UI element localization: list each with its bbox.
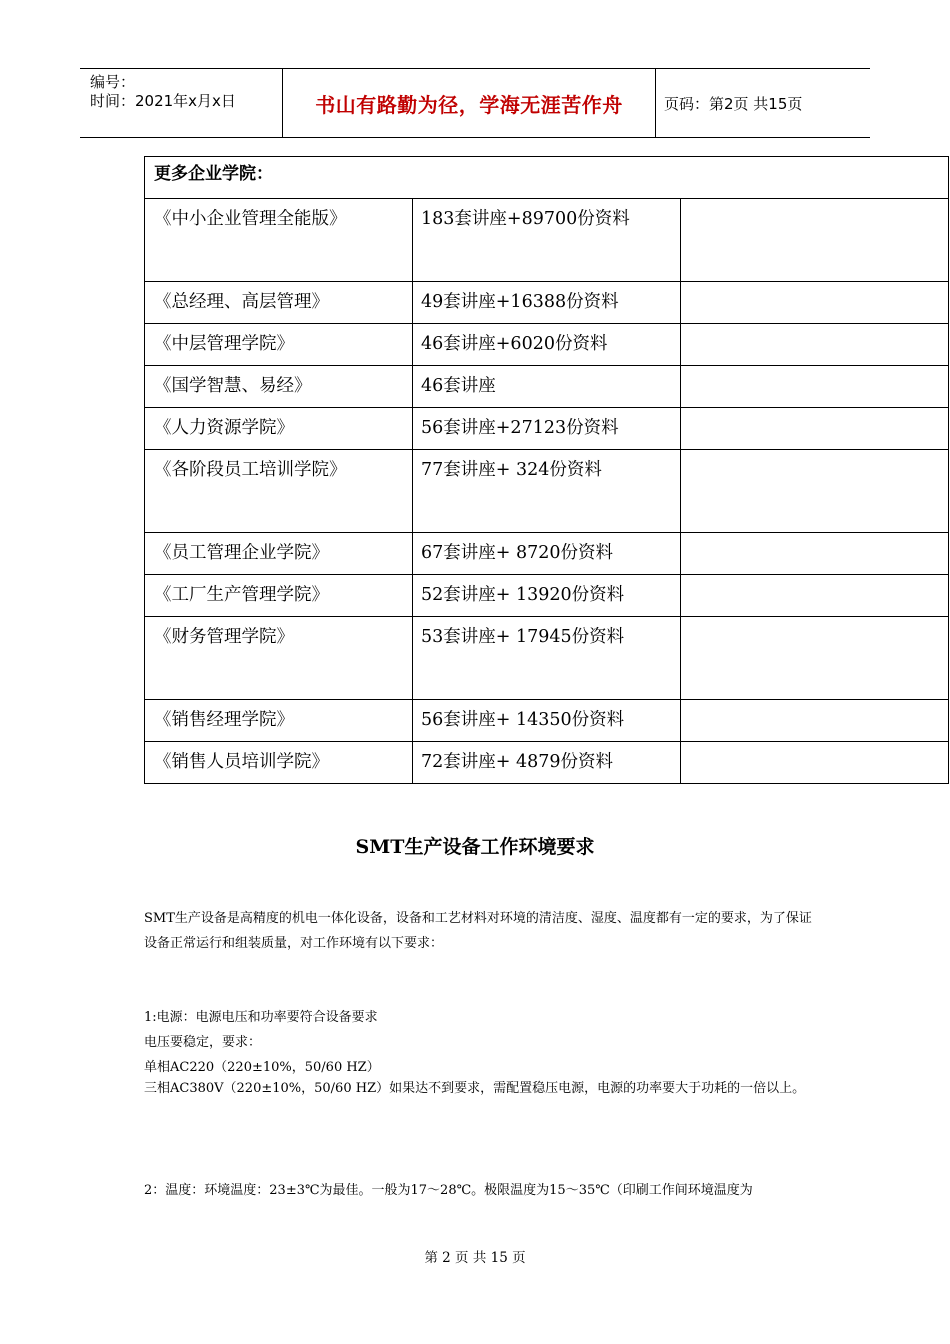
table-row: [145, 366, 949, 408]
table-row: [145, 199, 949, 282]
academy-extra: [681, 450, 949, 533]
temperature-line: 2：温度：环境温度：23±3℃为最佳。一般为17～28℃。极限温度为15～35℃（印刷工作间环境温度为: [144, 1183, 753, 1198]
power-heading: 1:电源：电源电压和功率要符合设备要求: [144, 1010, 378, 1025]
academy-extra: [681, 575, 949, 617]
academy-extra: [681, 366, 949, 408]
academy-extra: [681, 408, 949, 450]
academy-content: 67套讲座+ 8720份资料: [413, 533, 681, 575]
power-line-voltage: 电压要稳定，要求：: [144, 1035, 262, 1050]
academy-extra: [681, 282, 949, 324]
academy-extra: [681, 742, 949, 784]
table-row: [145, 575, 949, 617]
academy-content: 56套讲座+27123份资料: [413, 408, 681, 450]
table-row: [145, 408, 949, 450]
academy-name: 《总经理、高层管理》: [145, 282, 413, 324]
table-row: [145, 450, 949, 533]
academy-name: 《销售经理学院》: [145, 700, 413, 742]
academy-name: 《各阶段员工培训学院》: [145, 450, 413, 533]
table-caption: 更多企业学院：: [145, 157, 949, 199]
academy-extra: [681, 617, 949, 700]
academy-name: 《工厂生产管理学院》: [145, 575, 413, 617]
document-time-label: 时间：2021年x月x日: [90, 92, 236, 110]
academy-content: 72套讲座+ 4879份资料: [413, 742, 681, 784]
page-footer: 第 2 页 共 15 页: [424, 1250, 526, 1266]
academy-extra: [681, 533, 949, 575]
article-title: SMT生产设备工作环境要求: [355, 836, 595, 858]
table-row: [145, 617, 949, 700]
academy-name: 《中层管理学院》: [145, 324, 413, 366]
header-page-cell: [656, 69, 870, 137]
header-page-code: 页码：第2页 共15页: [664, 94, 803, 113]
academy-name: 《销售人员培训学院》: [145, 742, 413, 784]
academy-content: 56套讲座+ 14350份资料: [413, 700, 681, 742]
academy-extra: [681, 700, 949, 742]
academy-content: 46套讲座+6020份资料: [413, 324, 681, 366]
table-row: [145, 700, 949, 742]
academies-table: [144, 156, 949, 784]
academy-content: 52套讲座+ 13920份资料: [413, 575, 681, 617]
academy-name: 《财务管理学院》: [145, 617, 413, 700]
table-row: [145, 324, 949, 366]
academy-content: 49套讲座+16388份资料: [413, 282, 681, 324]
academy-name: 《员工管理企业学院》: [145, 533, 413, 575]
academy-content: 53套讲座+ 17945份资料: [413, 617, 681, 700]
header-motto-cell: [282, 69, 656, 137]
academy-extra: [681, 199, 949, 282]
table-row: [145, 533, 949, 575]
academy-content: 77套讲座+ 324份资料: [413, 450, 681, 533]
academy-content: 46套讲座: [413, 366, 681, 408]
header-meta: [80, 69, 282, 137]
article-intro: SMT生产设备是高精度的机电一体化设备，设备和工艺材料对环境的清洁度、湿度、温度都有一定的要求，为了保证设备正常运行和组装质量，对工作环境有以下要求：: [144, 911, 812, 951]
table-row: [145, 742, 949, 784]
academy-content: 183套讲座+89700份资料: [413, 199, 681, 282]
table-caption-row: [145, 157, 949, 199]
document-header: [80, 68, 870, 138]
power-line-three-phase: 三相AC380V（220±10%，50/60 HZ）如果达不到要求，需配置稳压电源，电源的功率要大于功耗的一倍以上。: [144, 1081, 806, 1096]
academy-name: 《中小企业管理全能版》: [145, 199, 413, 282]
academy-extra: [681, 324, 949, 366]
academy-name: 《人力资源学院》: [145, 408, 413, 450]
header-motto: 书山有路勤为径，学海无涯苦作舟: [315, 92, 623, 117]
table-row: [145, 282, 949, 324]
academy-name: 《国学智慧、易经》: [145, 366, 413, 408]
document-number-label: 编号：: [90, 73, 136, 91]
power-line-single-phase: 单相AC220（220±10%，50/60 HZ）: [144, 1060, 380, 1075]
